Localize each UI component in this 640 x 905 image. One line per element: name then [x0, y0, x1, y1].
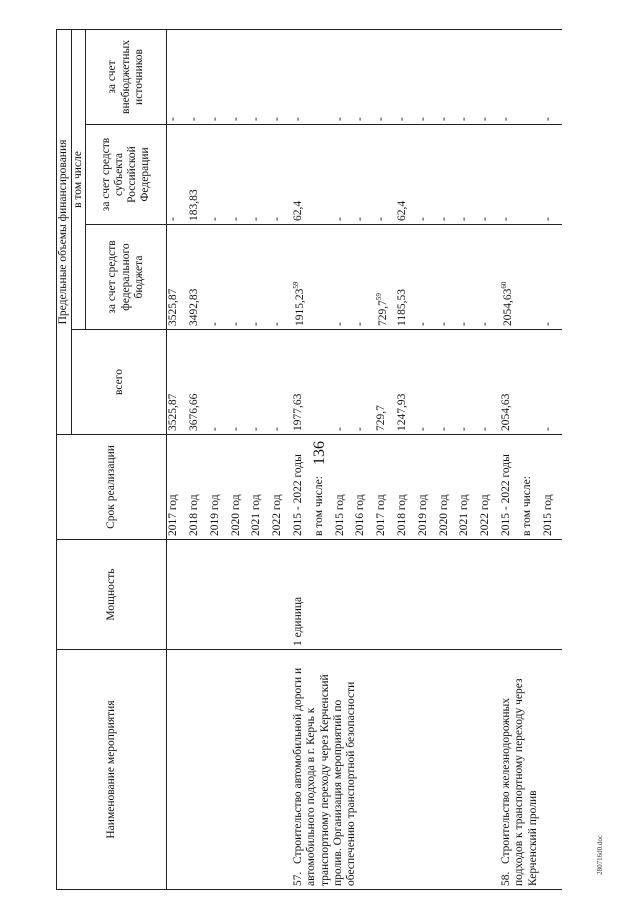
cell-regional — [521, 125, 542, 225]
cell-total — [354, 330, 375, 435]
cell-federal — [375, 225, 396, 330]
financing-table-wrapper — [56, 30, 626, 890]
cell-period-value: 2018 год — [188, 494, 201, 536]
event-number: 58. — [499, 871, 512, 886]
cell-extra-value: - — [354, 117, 367, 121]
cell-total-value: 3525,87 — [167, 393, 180, 431]
cell-regional — [313, 125, 334, 225]
header-financing-group: Предельные объемы финансирования — [57, 30, 72, 435]
cell-regional — [354, 125, 375, 225]
event-capacity: 1 единица — [292, 540, 500, 650]
cell-regional — [334, 125, 355, 225]
cell-extra-value: - — [333, 117, 346, 121]
cell-regional — [417, 125, 438, 225]
cell-total-value: - — [229, 427, 242, 431]
header-period: Срок реализации — [57, 435, 167, 540]
cell-federal — [417, 225, 438, 330]
cell-period-value: 2019 год — [416, 494, 429, 536]
event-name-cell — [500, 650, 562, 890]
cell-total — [396, 330, 417, 435]
cell-total — [438, 330, 459, 435]
cell-federal-value: - — [479, 322, 492, 326]
cell-extra-value: - — [188, 117, 201, 121]
cell-extra-value: - — [541, 117, 554, 121]
cell-regional-value: - — [250, 217, 263, 221]
cell-extra-value: - — [437, 117, 450, 121]
cell-total — [167, 330, 188, 435]
footnote-marker: 59 — [375, 293, 384, 301]
cell-total — [271, 330, 292, 435]
cell-federal-value: 3492,83 — [188, 288, 201, 326]
cell-period-value: 2017 год — [167, 494, 180, 536]
cell-federal-value: - — [250, 322, 263, 326]
cell-extra-value: - — [479, 117, 492, 121]
cell-total — [292, 330, 313, 435]
cell-period-value: 2016 год — [354, 494, 367, 536]
cell-extra — [479, 30, 500, 125]
cell-federal — [230, 225, 251, 330]
cell-federal — [396, 225, 417, 330]
cell-federal — [292, 225, 313, 330]
cell-federal-value: - — [354, 322, 367, 326]
cell-period — [209, 435, 230, 540]
cell-regional — [230, 125, 251, 225]
page-number: 136 — [311, 441, 328, 465]
cell-period — [250, 435, 271, 540]
cell-regional — [167, 125, 188, 225]
cell-total — [542, 330, 563, 435]
header-regional: за счет средств субъекта Российской Федерации — [86, 125, 167, 225]
cell-period — [458, 435, 479, 540]
cell-regional-value: - — [271, 217, 284, 221]
cell-federal — [479, 225, 500, 330]
cell-total — [375, 330, 396, 435]
document-footer: 280716d0.doc — [596, 835, 604, 875]
cell-regional-value: - — [437, 217, 450, 221]
cell-regional — [458, 125, 479, 225]
cell-total — [417, 330, 438, 435]
cell-total-value: - — [416, 427, 429, 431]
cell-extra — [209, 30, 230, 125]
cell-regional-value: - — [416, 217, 429, 221]
cell-total-value: - — [271, 427, 284, 431]
cell-total — [209, 330, 230, 435]
cell-regional — [479, 125, 500, 225]
cell-federal — [334, 225, 355, 330]
cell-extra — [521, 30, 542, 125]
cell-period — [375, 435, 396, 540]
cell-period — [500, 435, 521, 540]
cell-federal-value: - — [416, 322, 429, 326]
cell-federal — [167, 225, 188, 330]
cell-federal — [271, 225, 292, 330]
cell-federal-value: - — [208, 322, 221, 326]
cell-regional — [542, 125, 563, 225]
cell-federal — [438, 225, 459, 330]
cell-total-value: 1977,63 — [292, 393, 304, 431]
cell-regional — [500, 125, 521, 225]
event-capacity — [500, 540, 562, 650]
table-body — [167, 30, 563, 890]
cell-regional — [250, 125, 271, 225]
cell-period — [230, 435, 251, 540]
header-federal: за счет средств федерального бюджета — [86, 225, 167, 330]
footnote-marker: 60 — [499, 281, 508, 289]
cell-federal — [354, 225, 375, 330]
cell-period — [354, 435, 375, 540]
cell-regional-value: - — [208, 217, 221, 221]
cell-period — [313, 435, 334, 540]
cell-period — [292, 435, 313, 540]
header-including: в том числе — [72, 30, 86, 330]
cell-regional-value: - — [354, 217, 367, 221]
cell-federal — [188, 225, 209, 330]
cell-extra — [438, 30, 459, 125]
cell-regional-value: - — [167, 217, 180, 221]
cell-total-value: - — [333, 427, 346, 431]
cell-total-value: - — [208, 427, 221, 431]
cell-period-value: 2015 - 2022 годы — [499, 454, 512, 536]
table-row — [292, 30, 313, 890]
continued-name-cell — [167, 650, 292, 890]
cell-total — [521, 330, 542, 435]
cell-regional-value: - — [229, 217, 242, 221]
cell-federal-value: - — [333, 322, 346, 326]
cell-extra — [354, 30, 375, 125]
cell-extra — [375, 30, 396, 125]
cell-total — [458, 330, 479, 435]
cell-total-value: - — [354, 427, 367, 431]
cell-period-value: 2018 год — [395, 494, 408, 536]
cell-period-value: 2020 год — [437, 494, 450, 536]
cell-period-value: в том числе: — [312, 476, 325, 536]
cell-period-value: 2022 год — [271, 494, 284, 536]
cell-regional — [271, 125, 292, 225]
cell-regional — [209, 125, 230, 225]
cell-extra — [542, 30, 563, 125]
cell-total — [230, 330, 251, 435]
header-total: всего — [72, 330, 167, 435]
cell-period — [479, 435, 500, 540]
cell-total-value: 729,7 — [375, 405, 388, 431]
cell-total — [500, 330, 521, 435]
cell-total — [334, 330, 355, 435]
cell-extra-value: - — [292, 117, 304, 121]
cell-regional-value: - — [333, 217, 346, 221]
continued-capacity-cell — [167, 540, 292, 650]
cell-regional — [375, 125, 396, 225]
cell-regional — [188, 125, 209, 225]
cell-total — [313, 330, 334, 435]
cell-extra — [271, 30, 292, 125]
cell-federal-value: - — [541, 322, 554, 326]
cell-federal — [313, 225, 334, 330]
footnote-marker: 59 — [292, 281, 300, 289]
cell-extra-value: - — [167, 117, 180, 121]
event-name-cell — [292, 650, 500, 890]
cell-extra — [188, 30, 209, 125]
cell-extra-value: - — [395, 117, 408, 121]
cell-regional-value: 62,4 — [292, 200, 304, 221]
cell-period — [188, 435, 209, 540]
event-name: Строительство автомобильной дороги и автомобильного подхода в г. Керчь к транспортному переходу через Керченский пролив. Организация мероприятий по обеспечению транспортной безопасности — [292, 667, 358, 886]
cell-period — [521, 435, 542, 540]
cell-total-value: - — [250, 427, 263, 431]
table-row — [167, 30, 188, 890]
cell-extra-value: - — [229, 117, 242, 121]
cell-regional — [438, 125, 459, 225]
cell-federal — [542, 225, 563, 330]
cell-total-value: 3676,66 — [188, 393, 201, 431]
cell-period — [417, 435, 438, 540]
cell-regional — [396, 125, 417, 225]
cell-extra — [313, 30, 334, 125]
cell-federal-value: - — [458, 322, 471, 326]
cell-regional-value: - — [458, 217, 471, 221]
cell-extra — [167, 30, 188, 125]
table-row — [500, 30, 521, 890]
cell-regional-value: - — [499, 217, 512, 221]
event-number: 57. — [292, 871, 304, 886]
cell-period-value: в том числе: — [520, 476, 533, 536]
cell-federal-value: 729,7 — [377, 300, 390, 326]
cell-period — [438, 435, 459, 540]
cell-extra-value: - — [375, 117, 388, 121]
cell-regional — [292, 125, 313, 225]
cell-period-value: 2019 год — [208, 494, 221, 536]
cell-period-value: 2020 год — [229, 494, 242, 536]
cell-federal-value: - — [437, 322, 450, 326]
cell-total-value: - — [458, 427, 471, 431]
cell-total-value: - — [479, 427, 492, 431]
event-name: Строительство железнодорожных подходов к транспортному переходу через Керченский пролив — [499, 678, 539, 886]
cell-extra — [458, 30, 479, 125]
financing-table — [56, 29, 562, 890]
cell-federal — [209, 225, 230, 330]
cell-extra — [292, 30, 313, 125]
cell-federal — [521, 225, 542, 330]
cell-total-value: 2054,63 — [499, 393, 512, 431]
cell-total-value: 1247,93 — [395, 393, 408, 431]
header-capacity: Мощность — [57, 540, 167, 650]
cell-federal — [458, 225, 479, 330]
cell-extra-value: - — [271, 117, 284, 121]
cell-extra — [334, 30, 355, 125]
cell-period — [542, 435, 563, 540]
cell-extra-value: - — [250, 117, 263, 121]
cell-total — [250, 330, 271, 435]
cell-federal-value: - — [271, 322, 284, 326]
cell-regional-value: - — [541, 217, 554, 221]
cell-period — [271, 435, 292, 540]
cell-extra-value: - — [208, 117, 221, 121]
cell-total — [188, 330, 209, 435]
header-extrabudget: за счет внебюджетных источников — [86, 30, 167, 125]
cell-period-value: 2022 год — [479, 494, 492, 536]
cell-regional-value: 62,4 — [395, 200, 408, 221]
cell-federal — [500, 225, 521, 330]
cell-extra-value: - — [499, 117, 512, 121]
cell-extra-value: - — [458, 117, 471, 121]
cell-federal-value: 3525,87 — [167, 288, 180, 326]
cell-extra — [230, 30, 251, 125]
cell-period-value: 2021 год — [458, 494, 471, 536]
cell-total-value: - — [437, 427, 450, 431]
cell-period-value: 2015 год — [541, 494, 554, 536]
cell-extra — [417, 30, 438, 125]
cell-federal-value: 2054,63 — [501, 288, 514, 326]
cell-federal — [250, 225, 271, 330]
cell-period-value: 2021 год — [250, 494, 263, 536]
cell-federal-value: 1915,23 — [293, 288, 306, 326]
cell-total — [479, 330, 500, 435]
cell-extra — [396, 30, 417, 125]
cell-period — [334, 435, 355, 540]
cell-period-value: 2015 год — [333, 494, 346, 536]
header-name: Наименование мероприятия — [57, 650, 167, 890]
cell-regional-value: 183,83 — [188, 189, 201, 221]
cell-extra — [500, 30, 521, 125]
cell-federal-value: - — [229, 322, 242, 326]
cell-extra — [250, 30, 271, 125]
cell-regional-value: - — [375, 217, 388, 221]
cell-period-value: 2017 год — [375, 494, 388, 536]
cell-regional-value: - — [479, 217, 492, 221]
cell-period — [396, 435, 417, 540]
cell-period-value: 2015 - 2022 годы — [292, 454, 304, 536]
cell-total-value: - — [541, 427, 554, 431]
cell-period — [167, 435, 188, 540]
cell-federal-value: 1185,53 — [395, 289, 408, 326]
table-header — [57, 30, 167, 890]
cell-extra-value: - — [416, 117, 429, 121]
